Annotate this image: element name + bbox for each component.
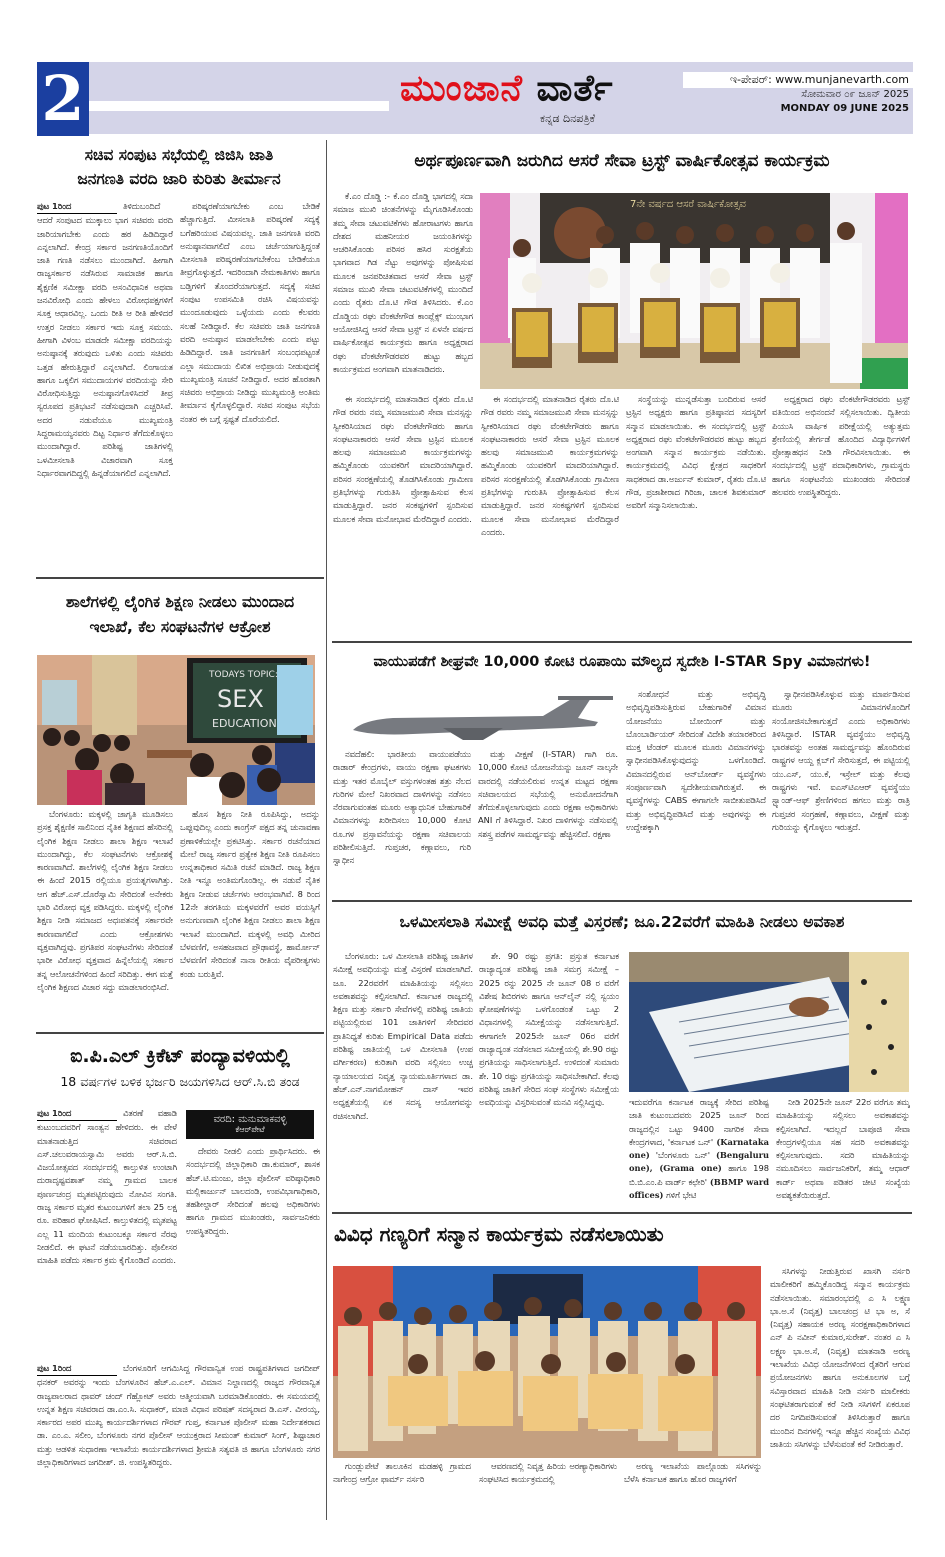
istar-col2-text: ಮತ್ತು ವೀಕ್ಷಣೆ (I-STAR) ಗಾಗಿ ರೂ. 10,000 ಕೋಟಿ ಯೋಜನೆಯನ್ನು ಜೂನ್ ನಾಲ್ಕನೇ ವಾರದಲ್ಲಿ ನಡೆಯಲಿರುವ ಉನ್ನತ ಮಟ್ಟದ ರಕ್ಷಣಾ ಸಚಿವಾಲಯದ ಸಭೆಯಲ್ಲಿ ಅನುಮೋದನೆಗಾಗಿ ತೆಗೆದುಕೊಳ್ಳಲಾಗುವುದು ಎಂದು ರಕ್ಷಣಾ ಅಧಿಕಾರಿಗಳು ANI ಗೆ ತಿಳಿಸಿದ್ದಾರೆ. ನಿಖರ ದಾಳಿಗಳನ್ನು ನಡೆಸುವಲ್ಲಿ ಸಶಸ್ತ್ರ ಪಡೆಗಳ ಸಾಮರ್ಥ್ಯವನ್ನು ಹೆಚ್ಚಿಸಲಿದೆ. ರಕ್ಷಣಾ xyxy=(478,749,618,839)
logo-word-2: ವಾರ್ತೆ xyxy=(536,68,614,109)
epaper-link[interactable]: ಇ-ಪೇಪರ್: www.munjanevarth.com xyxy=(683,72,913,88)
felicitation-cap-2 xyxy=(479,1460,617,1490)
section-divider xyxy=(332,1212,912,1214)
section-divider xyxy=(332,900,912,902)
reservation-col3-text: ಇದುವರೆಗೂ ಕರ್ನಾಟಕ ರಾಜ್ಯಕ್ಕೆ ಸೇರಿದ ಪರಿಶಿಷ್ಟ ಜಾತಿ ಕುಟುಂಬದವರು 2025 ಜೂನ್ ರಿಂದ ರಾಜ್ಯದಲ್ಲಿನ ಒಟ್ಟು 9400 ನಾಗರಿಕ ಸೇವಾ ಕೇಂದ್ರಗಳಾದ, 'ಕರ್ನಾಟಕ ಒನ್' xyxy=(629,1097,769,1147)
felicitation-cap-3 xyxy=(624,1460,762,1490)
section-divider xyxy=(332,641,912,643)
ipl-bottom xyxy=(37,1362,320,1472)
school-col-1 xyxy=(37,808,173,1003)
cabinet-col-2 xyxy=(180,200,320,570)
byline-reporter: ವರದಿ: ಮನುಮಾಕವಳ್ಳಿ xyxy=(213,1114,287,1125)
trust-col-left xyxy=(333,190,473,390)
trust-col2-text: ಈ ಸಂದರ್ಭದಲ್ಲಿ ಮಾತನಾಡಿದ ರೈತರು ದೊ.ಟಿ ಗೌಡ ರವರು ನಮ್ಮ ಸಮಾಜಮುಖಿ ಸೇವಾ ಮನಸ್ಸನ್ನು ಸ್ವೀಕರಿಸಿಯಾದ ರಘು ವೆಂಕಟೇಗೌಡರು ಹಾಗೂ ಸಂಘಟನಾಕಾರರು ಆಸರೆ ಸೇವಾ ಟ್ರಸ್ಟಿನ ಮೂಲಕ ಹಲವು ಸಮಾಜಮುಖಿ ಕಾರ್ಯಕ್ರಮಗಳನ್ನು ಹಮ್ಮಿಕೊಂಡು ಯುವಕರಿಗೆ ಮಾದರಿಯಾಗಿದ್ದಾರೆ. ಪರಿಸರ ಸಂರಕ್ಷಣೆಯಲ್ಲಿ ತೊಡಗಿಸಿಕೊಂಡು ಗ್ರಾಮೀಣ ಪ್ರತಿಭೆಗಳನ್ನು ಗುರುತಿಸಿ ಪ್ರೋತ್ಸಾಹಿಸುವ ಕೆಲಸ ಮಾಡುತ್ತಿದ್ದಾರೆ. ಜನರ ಸಂಕಷ್ಟಗಳಿಗೆ ಸ್ಪಂದಿಸುವ ಮೂಲಕ ಸೇವಾ ಮನೋಭಾವ ಮೆರೆದಿದ್ದಾರೆ ಎಂದರು. xyxy=(481,394,619,537)
istar-col-2 xyxy=(478,748,618,896)
ipl-col1-text: ವಿತರಣೆ ವಹಾಡಿ ಕುಟುಂಬದವರಿಗೆ ಸಾಂತ್ವನ ಹೇಳಿದರು. ಈ ವೇಳೆ ಮಾತನಾಡುತ್ತಿದ ಸಚಿವರಾದ ಎಸ್.ಚಲುವರಾಯಸ್ವಾಮಿ ಅವರು ಆರ್.ಸಿ.ಬಿ. ವಿಜಯೋತ್ಸವದ ಸಂದರ್ಭದಲ್ಲಿ ಕಾಲ್ತುಳಿತ ಉಂಟಾಗಿ ದುರಾದೃಷ್ಟವಶಾತ್ ನಮ್ಮ ಗ್ರಾಮದ ಬಾಲಕ ಪೂರ್ಣಚಂದ್ರ ಮೃತಪಟ್ಟಿರುವುದು ನೋವಿನ ಸಂಗತಿ. ರಾಜ್ಯ ಸರ್ಕಾರ ಮೃತರ ಕುಟುಂಬಗಳಿಗೆ ತಲಾ 25 ಲಕ್ಷ ರೂ. ಪರಿಹಾರ ಘೋಷಿಸಿದೆ. ಕಾಲ್ತುಳಿತದಲ್ಲಿ ಮೃತಪಟ್ಟ ಎಲ್ಲ 11 ಮಂದಿಯ ಕುಟುಂಬಕ್ಕೂ ಸರ್ಕಾರ ನೆರವು ನೀಡಲಿದೆ. ಈ ಘಟನೆ ನಡೆಯಬಾರದಿತ್ತು. ಪೊಲೀಸರ ಮಾಹಿತಿ ಪಡೆದು ಸರ್ಕಾರ ಕ್ರಮ ಕೈಗೊಂಡಿದೆ ಎಂದರು. xyxy=(37,1108,177,1266)
section-divider xyxy=(36,1032,324,1034)
trust-event-illustration xyxy=(480,193,908,389)
masthead-stripe xyxy=(89,101,389,111)
felicitation-headline: ವಿವಿಧ ಗಣ್ಯರಿಗೆ ಸನ್ಮಾನ ಕಾರ್ಯಕ್ರಮ ನಡೆಸಲಾಯಿತು xyxy=(334,1222,664,1246)
page-number-badge: 2 xyxy=(37,62,89,136)
karnataka-one-label: (Karnataka one) xyxy=(629,1136,769,1161)
classroom-photo xyxy=(37,655,315,805)
trust-col1-text: ಈ ಸಂದರ್ಭದಲ್ಲಿ ಮಾತನಾಡಿದ ರೈತರು ದೊ.ಟಿ ಗೌಡ ರವರು ನಮ್ಮ ಸಮಾಜಮುಖಿ ಸೇವಾ ಮನಸ್ಸನ್ನು ಸ್ವೀಕರಿಸಿಯಾದ ರಘು ವೆಂಕಟೇಗೌಡರು ಹಾಗೂ ಸಂಘಟನಾಕಾರರು ಆಸರೆ ಸೇವಾ ಟ್ರಸ್ಟಿನ ಮೂಲಕ ಹಲವು ಸಮಾಜಮುಖಿ ಕಾರ್ಯಕ್ರಮಗಳನ್ನು ಹಮ್ಮಿಕೊಂಡು ಯುವಕರಿಗೆ ಮಾದರಿಯಾಗಿದ್ದಾರೆ. ಪರಿಸರ ಸಂರಕ್ಷಣೆಯಲ್ಲಿ ತೊಡಗಿಸಿಕೊಂಡು ಗ್ರಾಮೀಣ ಪ್ರತಿಭೆಗಳನ್ನು ಗುರುತಿಸಿ ಪ್ರೋತ್ಸಾಹಿಸುವ ಕೆಲಸ ಮಾಡುತ್ತಿದ್ದಾರೆ. ಜನರ ಸಂಕಷ್ಟಗಳಿಗೆ ಸ್ಪಂದಿಸುವ ಮೂಲಕ ಸೇವಾ ಮನೋಭಾವ ಮೆರೆದಿದ್ದಾರೆ ಎಂದರು. xyxy=(333,394,473,524)
trust-left-text: ಕೆ.ಎಂ ದೊಡ್ಡಿ :- ಕೆ.ಎಂ ದೊಡ್ಡಿ ಭಾಗದಲ್ಲಿ ಸದಾ ಸಮಾಜ ಮುಖಿ ಚಿಂತನೆಗಳನ್ನು ಮೈಗೂಡಿಸಿಕೊಂಡು ತಮ್ಮ ಸೇವಾ ಚಟುವಟಿಕೆಗಳು ಹೋರಾಟಗಳು ಹಾಗೂ ದೇಶದ ಮಹನೀಯರ ಜಯಂತಿಗಳನ್ನು ಆಚರಿಸಿಕೊಂಡು ಪರಿಸರ ಹಸಿರ ಸುರಕ್ಷತೆಯ ಭಾಗವಾದ ಗಿಡ ನೆಟ್ಟು ಅವುಗಳನ್ನು ಪೋಷಿಸುವ ಮೂಲಕ ಜನಪರಿಚಿತವಾದ ಆಸರೆ ಸೇವಾ ಟ್ರಸ್ಟ್ ಸಮಾಜ ಮುಖಿ ಸೇವಾ ಚಟುವಟಿಕೆಗಳಲ್ಲಿ ಮುಂದಿದೆ ಎಂದು ರೈತರು ದೊ.ಟಿ ಗೌಡ ತಿಳಿಸಿದರು. ಕೆ.ಎಂ ದೊಡ್ಡಿಯ ರಘು ವೆಂಕಟೇಗೌಡ ಕಾಂಪ್ಲೆಕ್ಸ್ ಮುಂಭಾಗ ಆಯೋಜಿಸಿದ್ದ ಆಸರೆ ಸೇವಾ ಟ್ರಸ್ಟ್ ನ ಏಳನೇ ವರ್ಷದ ವಾರ್ಷಿಕೋತ್ಸವ ಕಾರ್ಯಕ್ರಮ ಹಾಗೂ ಅಧ್ಯಕ್ಷರಾದ ರಘು ವೆಂಕಟೇಗೌಡರವರ ಹುಟ್ಟು ಹಬ್ಬದ ಕಾರ್ಯಕ್ರಮದ ಅಂಗವಾಗಿ ಮಾತನಾಡಿದರು. xyxy=(333,191,473,374)
ipl-bottom-text: ಬೆಂಗಳೂರಿಗೆ ಆಗಮಿಸಿದ್ದ ಗೌರವಾನ್ವಿತ ಉಪ ರಾಷ್ಟ್ರಪತಿಗಳಾದ ಜಗದೀಪ್ ಧನಕರ್ ಅವರನ್ನು ಇಂದು ಬೆಂಗಳೂರಿನ ಹೆಚ್.ಎ.ಎಲ್. ವಿಮಾನ ನಿಲ್ದಾಣದಲ್ಲಿ ರಾಜ್ಯದ ಗೌರವಾನ್ವಿತ ರಾಜ್ಯಪಾಲರಾದ ಥಾವರ್ ಚಂದ್ ಗೆಹ್ಲೋಟ್ ಅವರು ಆತ್ಮೀಯವಾಗಿ ಬರಮಾಡಿಕೊಂಡರು. ಈ ಸಮಯದಲ್ಲಿ ಉನ್ನತ ಶಿಕ್ಷಣ ಸಚಿವರಾದ ಡಾ.ಎಂ.ಸಿ. ಸುಧಾಕರ್, ಮಾಜಿ ವಿಧಾನ ಪರಿಷತ್ ಸದಸ್ಯರಾದ ಡಿ.ಎಸ್. ವೀರಯ್ಯ, ಸರ್ಕಾರದ ಅಪರ ಮುಖ್ಯ ಕಾರ್ಯದರ್ಶಿಗಳಾದ ಗೌರವ್ ಗುಪ್ತ, ಕರ್ನಾಟಕ ಪೊಲೀಸ್ ಮಹಾ ನಿರ್ದೇಶಕರಾದ ಡಾ. ಎಂ.ಎ. ಸಲೀಂ, ಬೆಂಗಳೂರು ನಗರ ಪೊಲೀಸ್ ಆಯುಕ್ತರಾದ ಸೀಮಂತ್ ಕುಮಾರ್ ಸಿಂಗ್, ಶಿಷ್ಟಾಚಾರ ಮತ್ತು ಆಡಳಿತ ಸುಧಾರಣಾ ಇಲಾಖೆಯ ಕಾರ್ಯದರ್ಶಿಗಳಾದ ಶ್ರೀಮತಿ ಸತ್ಯವತಿ ಜಿ ಹಾಗೂ ಬೆಂಗಳೂರು ನಗರ ಜಿಲ್ಲಾಧಿಕಾರಿಗಳಾದ ಜಗದೀಶ್. ಜಿ. ಉಪಸ್ಥಿತರಿದ್ದರು. xyxy=(37,1363,320,1468)
visit-text: ಗಳಿಗೆ ಭೇಟಿ xyxy=(666,1190,697,1201)
ipl-col-1 xyxy=(37,1107,177,1355)
trust-headline: ಅರ್ಥಪೂರ್ಣವಾಗಿ ಜರುಗಿದ ಆಸರೆ ಸೇವಾ ಟ್ರಸ್ಟ್ ವಾರ್ಷಿಕೋತ್ಸವ ಕಾರ್ಯಕ್ರಮ xyxy=(414,151,830,171)
bbmp-ward-label: (BBMP ward offices) xyxy=(629,1176,769,1201)
continued-from-label: ಪುಟ 1ರಿಂದ xyxy=(37,1362,117,1376)
felicitation-cap1-text: ಗುಂಡ್ಲುಪೇಟೆ ತಾಲೂಕಿನ ಮಡಹಳ್ಳಿ ಗ್ರಾಮದ ನಾಗೇಂದ್ರ ಆಗ್ರೋ ಫಾರ್ಮ್ ನರ್ಸರಿ xyxy=(333,1461,471,1485)
istar-headline: ವಾಯುಪಡೆಗೆ ಶೀಘ್ರವೇ 10,000 ಕೋಟಿ ರೂಪಾಯಿ ಮೌಲ್ಯದ ಸ್ವದೇಶಿ I-STAR Spy ವಿಮಾನಗಳು! xyxy=(373,654,871,670)
ipl-headline: ಐ.ಪಿ.ಎಲ್ ಕ್ರಿಕೆಟ್ ಪಂದ್ಯಾವಳಿಯಲ್ಲಿ xyxy=(70,1045,290,1067)
date-english: MONDAY 09 JUNE 2025 xyxy=(780,103,909,114)
byline-box xyxy=(186,1110,314,1139)
istar-col4-text: ಸ್ವಾಧೀನಪಡಿಸಿಕೊಳ್ಳುವ ಮತ್ತು ಮಾರ್ಪಡಿಸುವ ಮೂರು ವಿಮಾನಗಳೊಂದಿಗೆ ಸಂಯೋಜಿಸಬೇಕಾಗುತ್ತದೆ ಎಂದು ಅಧಿಕಾರಿಗಳು ತಿಳಿಸಿದ್ದಾರೆ. ISTAR ವ್ಯವಸ್ಥೆಯು ಅಭಿವೃದ್ಧಿ ಭಾರತವನ್ನು ಅಂತಹ ಸಾಮರ್ಥ್ಯವನ್ನು ಹೊಂದಿರುವ ರಾಷ್ಟ್ರಗಳ ಆಯ್ದ ಕ್ಲಬ್‌ಗೆ ಸೇರಿಸುತ್ತದೆ, ಈ ಪಟ್ಟಿಯಲ್ಲಿ ಯು.ಎಸ್, ಯು.ಕೆ, ಇಸ್ರೇಲ್ ಮತ್ತು ಕೆಲವು ರಾಷ್ಟ್ರಗಳು ಇವೆ. ಐಎಸ್‌ಟಿಎಆರ್ ವ್ಯವಸ್ಥೆಯು ಸ್ಟ್ಯಾಂಡ್-ಆಫ್ ಶ್ರೇಣಿಗಳಿಂದ ಹಗಲು ಮತ್ತು ರಾತ್ರಿ ಗುಪ್ತಚರ ಸಂಗ್ರಹಣೆ, ಕಣ್ಗಾವಲು, ವೀಕ್ಷಣೆ ಮತ್ತು ಗುರಿಯನ್ನು ಕೈಗೊಳ್ಳಲು ಇರುತ್ತದೆ. xyxy=(772,689,910,832)
trust-col-3 xyxy=(626,393,766,628)
classroom-illustration xyxy=(37,655,315,805)
reservation-col2-text: ಶೇ. 90 ರಷ್ಟು ಪ್ರಗತಿ: ಪ್ರಸ್ತುತ ಕರ್ನಾಟಕ ರಾಜ್ಯಾದ್ಯಂತ ಪರಿಶಿಷ್ಟ ಜಾತಿ ಸಮಗ್ರ ಸಮೀಕ್ಷೆ – 2025 ರನ್ನು 2025 ನೇ ಜೂನ್ 08 ರ ವರೆಗೆ ವಿಶೇಷ ಶಿಬಿರಗಳು ಹಾಗೂ ಆನ್‌ಲೈನ್ ನಲ್ಲಿ ಸ್ವಯಂ ಘೋಷಣೆಗಳನ್ನು ಒಳಗೊಂಡಂತೆ ಒಟ್ಟು 2 ವಿಧಾನಗಳಲ್ಲಿ ಸಮೀಕ್ಷೆಯನ್ನು ನಡೆಸಲಾಗುತ್ತಿದೆ. ಈಗಾಗಲೇ 2025ನೇ ಜೂನ್ 06ರ ವರೆಗೆ ರಾಜ್ಯಾದ್ಯಂತ ನಡೆಸಲಾದ ಸಮೀಕ್ಷೆಯಲ್ಲಿ ಶೇ.90 ರಷ್ಟು ಪ್ರಗತಿಯನ್ನು ಸಾಧಿಸಲಾಗುತ್ತಿದೆ. ಉಳಿದಂತೆ ಸುಮಾರು ಶೇ. 10 ರಷ್ಟು ಪ್ರಗತಿಯನ್ನು ಸಾಧಿಸಬೇಕಾಗಿದೆ. ಕೆಲವು ಪರಿಶಿಷ್ಟ ಜಾತಿಗೆ ಸೇರಿದ ಸಂಘ ಸಂಸ್ಥೆಗಳು ಸಮೀಕ್ಷೆಯ ಅವಧಿಯನ್ನು ವಿಸ್ತರಿಸುವಂತೆ ಮನವಿ ಸಲ್ಲಿಸಿದ್ದವು. xyxy=(479,951,619,1108)
felicitation-col-right xyxy=(770,1265,910,1495)
felicitation-cap3-text: ಅರಣ್ಯ ಇಲಾಖೆಯ ಪಾಲ್ಗೊಂಡು ಸಸಿಗಳನ್ನು ಬೆಳೆಸಿ ಕರ್ನಾಟಕ ಹಾಗೂ ಹೊರ ರಾಜ್ಯಗಳಿಗೆ xyxy=(624,1461,762,1485)
istar-col-1 xyxy=(333,748,471,896)
board-text-3: EDUCATION xyxy=(212,717,277,730)
aircraft-illustration xyxy=(333,688,618,743)
board-text-1: TODAYS TOPIC: xyxy=(209,670,278,680)
byline-place: ಕೆಆರ್‌ಪೇಟೆ xyxy=(235,1125,265,1134)
school-col-2 xyxy=(180,808,320,1003)
trust-col3-text: ಸಂಸ್ಥೆಯನ್ನು ಮುನ್ನಡೆಸುತ್ತಾ ಬಂದಿರುವ ಆಸರೆ ಟ್ರಸ್ಟಿನ ಅಧ್ಯಕ್ಷರು ಹಾಗೂ ಪ್ರತಿಷ್ಠಾನದ ಸದಸ್ಯರಿಗೆ ಸನ್ಮಾನ ಮಾಡಲಾಯಿತು. ಈ ಸಂದರ್ಭದಲ್ಲಿ ಟ್ರಸ್ಟ್ ಅಧ್ಯಕ್ಷರಾದ ರಘು ವೆಂಕಟೇಗೌಡರವರ ಹುಟ್ಟು ಹಬ್ಬದ ಅಂಗವಾಗಿ ಸನ್ಮಾನ ಕಾರ್ಯಕ್ರಮ ನಡೆಯಿತು. ಕಾರ್ಯಕ್ರಮದಲ್ಲಿ ವಿವಿಧ ಕ್ಷೇತ್ರದ ಸಾಧಕರಿಗೆ ಸಾಧಕರಾದ ಡಾ.ಅರ್ಜುನ್ ಕುಮಾರ್, ರೈತರು ದೊ.ಟಿ ಗೌಡ, ಪ್ರಜಾಶೀರಾದ ಗಿರಿಜಾ, ಚಾಲಕ ಶಿವಕುಮಾರ್ ಅವರಿಗೆ ಸನ್ಮಾನಿಸಲಾಯಿತು. xyxy=(626,394,766,511)
column-divider xyxy=(326,140,327,1520)
ipl-col2-text: ದೇವರು ನೀಡಲಿ ಎಂದು ಪ್ರಾರ್ಥಿಸಿದರು. ಈ ಸಂದರ್ಭದಲ್ಲಿ ಜಿಲ್ಲಾಧಿಕಾರಿ ಡಾ.ಕುಮಾರ್, ಶಾಸಕ ಹೆಚ್.ಟಿ.ಮಂಜು, ಜಿಲ್ಲಾ ಪೊಲೀಸ್ ವರಿಷ್ಠಾಧಿಕಾರಿ ಮಲ್ಲಿಕಾರ್ಜುನ್ ಬಾಲದಂಡಿ, ಉಪವಿಭಾಗಾಧಿಕಾರಿ, ತಹಶೀಲ್ದಾರ್ ಸೇರಿದಂತೆ ಹಲವು ಅಧಿಕಾರಿಗಳು ಹಾಗೂ ಗ್ರಾಮದ ಮುಖಂಡರು, ಸಾರ್ವಜನಿಕರು ಉಪಸ್ಥಿತರಿದ್ದರು. xyxy=(186,1146,320,1236)
cabinet-headline xyxy=(36,143,322,191)
school-headline-line1: ಶಾಲೆಗಳಲ್ಲಿ ಲೈಂಗಿಕ ಶಿಕ್ಷಣ ನೀಡಲು ಮುಂದಾದ xyxy=(65,593,295,611)
cabinet-headline-line2: ಜನಗಣತಿ ವರದಿ ಜಾರಿ ಕುರಿತು ತೀರ್ಮಾನ xyxy=(77,170,281,188)
cabinet-headline-line1: ಸಚಿವ ಸಂಪುಟ ಸಭೆಯಲ್ಲಿ ಜಿಜಿಸಿ ಜಾತಿ xyxy=(84,146,274,164)
felicitation-photo xyxy=(333,1266,761,1458)
istar-col-4 xyxy=(772,688,910,896)
felicitation-cap-1 xyxy=(333,1460,471,1490)
reservation-col-4 xyxy=(776,1096,910,1204)
school-headline-line2: ಇಲಾಖೆ, ಕೆಲ ಸಂಘಟನೆಗಳ ಆಕ್ರೋಶ xyxy=(89,618,271,636)
newspaper-logo xyxy=(400,68,614,110)
school-col2-text: ಹೊಸ ಶಿಕ್ಷಣ ನೀತಿ ರೂಪಿಸಿದ್ದು, ಅದನ್ನು ಒಪ್ಪುವುದಿಲ್ಲ ಎಂದು ಕಾಂಗ್ರೆಸ್ ಪಕ್ಷದ ತನ್ನ ಚುನಾವಣಾ ಪ್ರಣಾಳಿಕೆಯಲ್ಲೇ ಪ್ರಕಟಿಸಿತ್ತು. ಸರ್ಕಾರ ರಚನೆಯಾದ ಮೇಲೆ ರಾಜ್ಯ ಸರ್ಕಾರ ಪ್ರತ್ಯೇಕ ಶಿಕ್ಷಣ ನೀತಿ ರೂಪಿಸಲು ಉನ್ನತಾಧಿಕಾರ ಸಮಿತಿ ರಚನೆ ಮಾಡಿದೆ. ರಾಜ್ಯ ಶಿಕ್ಷಣ ನೀತಿ ಇನ್ನೂ ಅಂತಿಮಗೊಂಡಿಲ್ಲ. ಈ ನಡುವೆ ನೈತಿಕ ಶಿಕ್ಷಣ ನೀಡುವ ಚರ್ಚೆಗಳು ಆರಂಭವಾಗಿವೆ. 8 ರಿಂದ 12ನೇ ತರಗತಿಯ ಮಕ್ಕಳವರೆಗೆ ಅವರ ವಯಸ್ಸಿಗೆ ಅನುಗುಣವಾಗಿ ಲೈಂಗಿಕ ಶಿಕ್ಷಣ ನೀಡಲು ಶಾಲಾ ಶಿಕ್ಷಣ ಇಲಾಖೆ ಮುಂದಾಗಿದೆ. ಮಕ್ಕಳಲ್ಲಿ ಅವಧಿ ಮೀರಿದ ಬೆಳವಣಿಗೆ, ಅಸಹಜವಾದ ಪ್ರೌಢಾವಸ್ಥೆ, ಹಾರ್ಮೋನ್ ಬೆಳವಣಿಗೆ ಸೇರಿದಂತೆ ನಾನಾ ರೀತಿಯ ವೈಪರೀತ್ಯಗಳು ಕಂಡು ಬರುತ್ತಿವೆ. xyxy=(180,809,320,979)
tagline: ಕನ್ನಡ ದಿನಪತ್ರಿಕೆ xyxy=(540,112,596,125)
cabinet-col2-text: ಪರಿಷ್ಕರಣೆಯಾಗಬೇಕು ಎಂಬ ಬೇಡಿಕೆ ಹೆಚ್ಚಾಗುತ್ತಿದೆ. ಮೀಸಲಾತಿ ಪರಿಷ್ಕರಣೆ ಸದ್ಯಕ್ಕೆ ಬಗೆಹರಿಯುವ ವಿಷಯವಲ್ಲ. ಜಾತಿ ಜನಗಣತಿ ವರದಿ ಅನುಷ್ಠಾನವಾಗಲಿದೆ ಎಂಬ ಚರ್ಚೆಯಾಗುತ್ತಿದ್ದಂತೆ ಮೀಸಲಾತಿ ಪರಿಷ್ಕರಣೆಯಾಗಬೇಕೆಂಬ ಬೇಡಿಕೆಯೂ ತೀವ್ರಗೊಳ್ಳುತ್ತದೆ. ಇದರಿಂದಾಗಿ ನೇಮಕಾತಿಗಳು ಹಾಗೂ ಬಡ್ತಿಗಳಿಗೆ ತೊಂದರೆಯಾಗುತ್ತದೆ. ಸದ್ಯಕ್ಕೆ ಸಚಿವ ಸಂಪುಟ ಉಪಸಮಿತಿ ರಚಿಸಿ ವಿಷಯವನ್ನು ಮುಂದೂಡುವುದು ಒಳ್ಳೆಯದು ಎಂದು ಕೆಲವರು ಸಲಹೆ ನೀಡಿದ್ದಾರೆ. ಕೆಲ ಸಚಿವರು ಜಾತಿ ಜನಗಣತಿ ವರದಿ ಅನುಷ್ಠಾನ ಮಾಡಲೇಬೇಕು ಎಂದು ಪಟ್ಟು ಹಿಡಿದಿದ್ದಾರೆ. ಜಾತಿ ಜನಗಣತಿಗೆ ಸಂಬಂಧಪಟ್ಟಂತೆ ಎಲ್ಲಾ ಸಮುದಾಯ ಲಿಖಿತ ಅಭಿಪ್ರಾಯ ನೀಡುವುದಕ್ಕೆ ಮುಖ್ಯಮಂತ್ರಿ ಸೂಚನೆ ನೀಡಿದ್ದಾರೆ. ಅದರ ಹೊರತಾಗಿ ಸಚಿವರು ಅಭಿಪ್ರಾಯ ನೀಡಿದ್ದು ಮುಖ್ಯಮಂತ್ರಿ ಅಂತಿಮ ತೀರ್ಮಾನ ಕೈಗೊಳ್ಳಲಿದ್ದಾರೆ. ಸಚಿವ ಸಂಪುಟ ಸಭೆಯ ನಂತರ ಈ ಬಗ್ಗೆ ಸ್ಪಷ್ಟತೆ ದೊರೆಯಲಿದೆ. xyxy=(180,201,320,424)
felicitation-cap2-text: ಆವರಣದಲ್ಲಿ ನಿವೃತ್ತ ಹಿರಿಯ ಅರಣ್ಯಾಧಿಕಾರಿಗಳು ಸಂಘಟಿಸಿದ ಕಾರ್ಯಕ್ರಮದಲ್ಲಿ xyxy=(479,1461,617,1485)
istar-col-3 xyxy=(626,688,766,896)
felicitation-right-text: ಸಸಿಗಳನ್ನು ನೀಡುತ್ತಿರುವ ಖಾಸಗಿ ನರ್ಸರಿ ಮಾಲೀಕರಿಗೆ ಹಮ್ಮಿಕೊಂಡಿದ್ದ ಸನ್ಮಾನ ಕಾರ್ಯಕ್ರಮ ನಡೆಸಲಾಯಿತು. ಸಮಾರಂಭದಲ್ಲಿ ಎ ಸಿ ಲಕ್ಷ್ಮಣ ಭಾ.ಅ.ಸೆ (ನಿವೃತ್ತ) ಬಾಲಚಂದ್ರ ಟಿ ಭಾ ಅ, ಸೆ (ನಿವೃತ್ತ) ಸಹಾಯಕ ಅರಣ್ಯ ಸಂರಕ್ಷಣಾಧಿಕಾರಿಗಳಾದ ಎನ್ ಪಿ ನವೀನ್ ಕುಮಾರ,ಸುರೇಶ್. ನಂತರ ಎ ಸಿ ಲಕ್ಷ್ಮಣ ಭಾ.ಅ.ಸೆ, (ನಿವೃತ್ತ) ಮಾತನಾಡಿ ಅರಣ್ಯ ಇಲಾಖೆಯ ವಿವಿಧ ಯೋಜನೆಗಳಿಂದ ರೈತರಿಗೆ ಆಗುವ ಪ್ರಯೋಜನಗಳು ಹಾಗೂ ಅನುಕೂಲಗಳ ಬಗ್ಗೆ ಸವಿಸ್ತಾರವಾದ ಮಾಹಿತಿ ನೀಡಿ ನರ್ಸರಿ ಮಾಲೀಕರು ಸಂಘಟಿತರಾಗುವಂತೆ ಕರೆ ನೀಡಿ ಸಸಿಗಳಿಗೆ ಏಕರೂಪ ದರ ನಿಗದಿಪಡಿಸುವಂತೆ ತಿಳಿಸಿರುತ್ತಾರೆ ಹಾಗೂ ಮುಂದಿನ ದಿನಗಳಲ್ಲಿ ಇನ್ನೂ ಹೆಚ್ಚಿನ ಸಂಖ್ಯೆಯ ವಿವಿಧ ಜಾತಿಯ ಸಸಿಗಳನ್ನು ಬೆಳೆಸುವಂತೆ ಕರೆ ನೀಡಿರುತ್ತಾರೆ. xyxy=(770,1266,910,1449)
reservation-col1-text: ಬೆಂಗಳೂರು: ಒಳ ಮೀಸಲಾತಿ ಪರಿಶಿಷ್ಟ ಜಾತಿಗಳ ಸಮೀಕ್ಷೆ ಅವಧಿಯನ್ನು ಮತ್ತೆ ವಿಸ್ತರಣೆ ಮಾಡಲಾಗಿದೆ. ಜೂ. 22ರವರೆಗೆ ಮಾಹಿತಿಯನ್ನು ಸಲ್ಲಿಸಲು ಅವಕಾಶವನ್ನು ಕಲ್ಪಿಸಲಾಗಿದೆ. ಕರ್ನಾಟಕ ರಾಜ್ಯದಲ್ಲಿ ಶಿಕ್ಷಣ ಮತ್ತು ಸರ್ಕಾರಿ ಸೇವೆಗಳಲ್ಲಿ ಪರಿಶಿಷ್ಟ ಜಾತಿಯ ಪಟ್ಟಿಯಲ್ಲಿರುವ 101 ಜಾತಿಗಳಿಗೆ ಸೇರಿದವರ ಪ್ರಾತಿನಿಧ್ಯತೆ ಕುರಿತು Empirical Data ಪಡೆದು ಪರಿಶಿಷ್ಟ ಜಾತಿಯಲ್ಲಿ ಒಳ ಮೀಸಲಾತಿ (ಉಪ ವರ್ಗೀಕರಣ) ಕುರಿತಾಗಿ ವರದಿ ಸಲ್ಲಿಸಲು ಉಚ್ಚ ನ್ಯಾಯಾಲಯದ ನಿವೃತ್ತ ನ್ಯಾಯಮೂರ್ತಿಗಳಾದ ಡಾ. ಹೆಚ್.ಎನ್.ನಾಗಮೋಹನ್ ದಾಸ್ ಇವರ ಅಧ್ಯಕ್ಷತೆಯಲ್ಲಿ ಏಕ ಸದಸ್ಯ ಆಯೋಗವನ್ನು ರಚಿಸಲಾಗಿದೆ. xyxy=(333,951,473,1121)
school-headline xyxy=(36,590,324,640)
continued-from-label: ಪುಟ 1ರಿಂದ xyxy=(37,200,117,214)
logo-word-1: ಮುಂಜಾನೆ xyxy=(400,68,523,109)
trust-col-4 xyxy=(772,393,910,628)
date-kannada: ಸೋಮವಾರ ೦೯ ಜೂನ್ 2025 xyxy=(801,89,909,100)
continued-from-label: ಪುಟ 1ರಿಂದ xyxy=(37,1107,117,1121)
aircraft-photo xyxy=(333,688,618,743)
cabinet-col-1 xyxy=(37,200,173,570)
trust-col-1 xyxy=(333,393,473,628)
reservation-col4-text: ನೀಡಿ 2025ನೇ ಜೂನ್ 22ರ ವರೆಗೂ ತಮ್ಮ ಮಾಹಿತಿಯನ್ನು ಸಲ್ಲಿಸಲು ಅವಕಾಶವನ್ನು ಕಲ್ಪಿಸಲಾಗಿದೆ. ಇದಲ್ಲದೆ ಬಾಪೂಜಿ ಸೇವಾ ಕೇಂದ್ರಗಳಲ್ಲಿಯೂ ಸಹ ಸದರಿ ಅವಕಾಶವನ್ನು ಕಲ್ಪಿಸಲಾಗುವುದು. ಸದರಿ ಮಾಹಿತಿಯನ್ನು ನಮೂದಿಸಲು ಸಾರ್ವಜನಿಕರಿಗೆ, ತಮ್ಮ ಆಧಾರ್ ಕಾರ್ಡ್ ಅಥವಾ ಪಡಿತರ ಚೀಟಿ ಸಂಖ್ಯೆಯ ಅವಶ್ಯಕತೆಯಿರುತ್ತದೆ. xyxy=(776,1097,910,1201)
survey-photo xyxy=(629,952,909,1092)
felicitation-illustration xyxy=(333,1266,761,1458)
istar-col1-text: ನವದೆಹಲಿ: ಭಾರತೀಯ ವಾಯುಪಡೆಯು ರಾಡಾರ್ ಕೇಂದ್ರಗಳು, ವಾಯು ರಕ್ಷಣಾ ಘಟಕಗಳು ಮತ್ತು ಇತರ ಮೊಬೈಲ್ ವಸ್ತುಗಳಂತಹ ಶತ್ರು ನೆಲದ ಗುರಿಗಳ ಮೇಲೆ ನಿಖರವಾದ ದಾಳಿಗಳನ್ನು ನಡೆಸಲು ನೆರವಾಗುವಂತಹ ಮೂರು ಅತ್ಯಾಧುನಿಕ ಬೇಹುಗಾರಿಕೆ ವಿಮಾನಗಳನ್ನು ಖರೀದಿಸಲು 10,000 ಕೋಟಿ ರೂ.ಗಳ ಪ್ರಸ್ತಾವನೆಯನ್ನು ರಕ್ಷಣಾ ಸಚಿವಾಲಯ ಪರಿಶೀಲಿಸುತ್ತಿದೆ. ಗುಪ್ತಚರ, ಕಣ್ಗಾವಲು, ಗುರಿ ಸ್ವಾಧೀನ xyxy=(333,749,471,866)
trust-col4-text: ಅಧ್ಯಕ್ಷರಾದ ರಘು ವೆಂಕಟೇಗೌಡರವರು ಟ್ರಸ್ಟ್ ವತಿಯಿಂದ ಅಭಿನಂದನೆ ಸಲ್ಲಿಸಲಾಯಿತು. ದ್ವಿತೀಯ ಪಿಯುಸಿ ವಾರ್ಷಿಕ ಪರೀಕ್ಷೆಯಲ್ಲಿ ಅತ್ಯುತ್ತಮ ಶ್ರೇಣಿಯಲ್ಲಿ ತೇರ್ಗಡೆ ಹೊಂದಿದ ವಿದ್ಯಾರ್ಥಿಗಳಿಗೆ ಪ್ರೋತ್ಸಾಹಧನ ನೀಡಿ ಗೌರವಿಸಲಾಯಿತು. ಈ ಸಂದರ್ಭದಲ್ಲಿ ಟ್ರಸ್ಟ್ ಪದಾಧಿಕಾರಿಗಳು, ಗ್ರಾಮಸ್ಥರು ಹಾಗೂ ಸಂಘಟನೆಯ ಮುಖಂಡರು ಸೇರಿದಂತೆ ಹಲವರು ಉಪಸ್ಥಿತರಿದ್ದರು. xyxy=(772,394,910,498)
bbmp-kannada: ಹಾಗೂ 198 ಬಿ.ಬಿ.ಎಂ.ಪಿ ವಾರ್ಡ್ ಕಛೇರಿ' xyxy=(629,1163,769,1187)
banner-text: 7ನೇ ವರ್ಷದ ಆಸರೆ ವಾರ್ಷಿಕೋತ್ಸವ xyxy=(630,199,746,210)
board-text-2: SEX xyxy=(217,685,264,713)
bengaluru-one-kannada: 'ಬೆಂಗಳೂರು ಒನ್' xyxy=(655,1150,711,1161)
survey-illustration xyxy=(629,952,909,1092)
trust-col-2 xyxy=(481,393,619,628)
reservation-col-3 xyxy=(629,1096,769,1204)
bengaluru-grama-one-label: (Bengaluru one), (Grama one) xyxy=(629,1150,769,1174)
istar-col3-text: ಸಂಶೋಧನೆ ಮತ್ತು ಅಭಿವೃದ್ಧಿ ಅಭಿವೃದ್ಧಿಪಡಿಸುತ್ತಿರುವ ಬೇಹುಗಾರಿಕೆ ವಿಮಾನ ಯೋಜನೆಯು ಬೋಯಿಂಗ್ ಮತ್ತು ಬೊಂಬಾರ್ಡಿಯರ್ ಸೇರಿದಂತೆ ವಿದೇಶಿ ತಯಾರಕರಿಂದ ಮುಕ್ತ ಟೆಂಡರ್ ಮೂಲಕ ಮೂರು ವಿಮಾನಗಳನ್ನು ಸ್ವಾಧೀನಪಡಿಸಿಕೊಳ್ಳುವುದನ್ನು ಒಳಗೊಂಡಿದೆ. ವಿಮಾನದಲ್ಲಿರುವ ಆನ್‌ಬೋರ್ಡ್ ವ್ಯವಸ್ಥೆಗಳು ಸಂಪೂರ್ಣವಾಗಿ ಸ್ವದೇಶೀಯವಾಗಿರುತ್ತವೆ. ಈ ವ್ಯವಸ್ಥೆಗಳನ್ನು CABS ಈಗಾಗಲೇ ಸಾಬೀತುಪಡಿಸಿದೆ ಮತ್ತು ಅಭಿವೃದ್ಧಿಪಡಿಸಿದೆ ಮತ್ತು ಅವುಗಳನ್ನು ಈ ಉದ್ದೇಶಕ್ಕಾಗಿ xyxy=(626,689,766,832)
reservation-headline: ಒಳಮೀಸಲಾತಿ ಸಮೀಕ್ಷೆ ಅವಧಿ ಮತ್ತೆ ವಿಸ್ತರಣೆ; ಜೂ.22ವರೆಗೆ ಮಾಹಿತಿ ನೀಡಲು ಅವಕಾಶ xyxy=(399,913,845,931)
section-divider xyxy=(36,577,324,579)
reservation-col-1 xyxy=(333,950,473,1202)
ipl-col-2 xyxy=(186,1145,320,1355)
school-col1-text: ಬೆಂಗಳೂರು: ಮಕ್ಕಳಲ್ಲಿ ಜಾಗೃತಿ ಮೂಡಿಸಲು ಪ್ರಸಕ್ತ ಶೈಕ್ಷಣಿಕ ಸಾಲಿನಿಂದ ನೈತಿಕ ಶಿಕ್ಷಣದ ಹೆಸರಿನಲ್ಲಿ ಲೈಂಗಿಕ ಶಿಕ್ಷಣ ನೀಡಲು ಶಾಲಾ ಶಿಕ್ಷಣ ಇಲಾಖೆ ಮುಂದಾಗಿದ್ದು, ಕೆಲ ಸಂಘಟನೆಗಳು ಆಕ್ರೋಶಕ್ಕೆ ಕಾರಣವಾಗಿದೆ. ಶಾಲೆಗಳಲ್ಲಿ ಲೈಂಗಿಕ ಶಿಕ್ಷಣ ನೀಡಲು ಈ ಹಿಂದೆ 2015 ರಲ್ಲಿಯೂ ಪ್ರಯತ್ನಗಳಾಗಿತ್ತು. ಆಗ ಹೆಚ್.ಎಸ್.ದೊರೆಸ್ವಾಮಿ ಸೇರಿದಂತೆ ಅನೇಕರು ಭಾರಿ ವಿರೋಧ ವ್ಯಕ್ತ ಪಡಿಸಿದ್ದರು. ಮಕ್ಕಳಲ್ಲಿ ಲೈಂಗಿಕ ಶಿಕ್ಷಣ ನೀಡಿ ಸಮಾಜದ ಅಧಃಪತನಕ್ಕೆ ಸರ್ಕಾರವೇ ಕಾರಣವಾಗಲಿದೆ ಎಂದು ಆಕ್ರೋಶಗಳು ವ್ಯಕ್ತವಾಗಿದ್ದವು. ಪ್ರಗತಿಪರ ಸಂಘಟನೆಗಳು ಸೇರಿದಂತೆ ಭಾರೀ ವಿರೋಧ ವ್ಯಕ್ತವಾದ ಹಿನ್ನೆಲೆಯಲ್ಲಿ ಸರ್ಕಾರ ತನ್ನ ಆಲೋಚನೆಗಳಿಂದ ಹಿಂದೆ ಸರಿದಿತ್ತು. ಈಗ ಮತ್ತೆ ಲೈಂಗಿಕ ಶಿಕ್ಷಣದ ವಿಚಾರ ಸದ್ದು ಮಾಡಲಾರಂಭಿಸಿದೆ. xyxy=(37,809,173,992)
reservation-col-2 xyxy=(479,950,619,1202)
ipl-subheadline: 18 ವರ್ಷಗಳ ಬಳಿಕ ಭರ್ಜರಿ ಜಯಗಳಿಸಿದ ಆರ್.ಸಿ.ಬಿ ತಂಡ xyxy=(60,1074,300,1089)
cabinet-col1-text: ತಿಳಿದುಬಂದಿದೆ ಆದರೆ ಸಂಪುಟದ ಮುಕ್ಕಾಲು ಭಾಗ ಸಚಿವರು ವರದಿ ಜಾರಿಯಾಗಬೇಕು ಎಂದು ಹಠ ಹಿಡಿದಿದ್ದಾರೆ ಎನ್ನಲಾಗಿದೆ. ಕೇಂದ್ರ ಸರ್ಕಾರ ಜನಗಣತಿಯೊಂದಿಗೆ ಜಾತಿ ಗಣತಿ ನಡೆಸಲು ಮುಂದಾಗಿದೆ. ಹೀಗಾಗಿ ರಾಜ್ಯಸರ್ಕಾರ ನಡೆಸಿರುವ ಸಾಮಾಜಿಕ ಹಾಗೂ ಶೈಕ್ಷಣಿಕ ಸಮೀಕ್ಷಾ ವರದಿ ಅಸಂವಿಧಾನಿಕ ಅಥವಾ ಜನವಿರೋಧಿ ಎಂದು ಹೇಳಲು ವಿರೋಧಪಕ್ಷಗಳಿಗೆ ಸೂಕ್ತ ಆಧಾರವಿಲ್ಲ. ಒಂದು ರೀತಿ ಆ ರೀತಿ ಹೇಳಿದರೆ ಉತ್ತರ ನೀಡಲು ಸರ್ಕಾರ ಇದು ಸೂಕ್ತ ಸಮಯ. ಹೀಗಾಗಿ ವಿಳಂಬ ಮಾಡದೇ ಸಮೀಕ್ಷಾ ವರದಿಯನ್ನು ಅನುಷ್ಠಾನಕ್ಕೆ ತರುವುದು ಒಳಿತು ಎಂದು ಸಚಿವರು ಒತ್ತಡ ಹೇರುತ್ತಿದ್ದಾರೆ ಎನ್ನಲಾಗಿದೆ. ಲಿಂಗಾಯತ ಹಾಗೂ ಒಕ್ಕಲಿಗ ಸಮುದಾಯಗಳ ವರದಿಯನ್ನು ಸೇರಿ ವಿರೋಧಿಸುತ್ತಿದ್ದು ಅನುಷ್ಠಾನಗೊಳಿಸಿದರೆ ತೀವ್ರ ಸ್ವರೂಪದ ಪ್ರತಿಭಟನೆ ನಡೆಸುವುದಾಗಿ ಎಚ್ಚರಿಸಿವೆ. ಅದರ ನಡುವೆಯೂ ಮುಖ್ಯಮಂತ್ರಿ ಸಿದ್ದರಾಮಯ್ಯನವರು ದಿಟ್ಟ ನಿರ್ಧಾರ ತೆಗೆದುಕೊಳ್ಳಲು ಮುಂದಾಗಿದ್ದಾರೆ. ಪರಿಶಿಷ್ಟ ಜಾತಿಗಳಲ್ಲಿ ಒಳಮೀಸಲಾತಿ ವಿಚಾರವಾಗಿ ಸೂಕ್ತ ನಿರ್ಧಾರವಾಗದಿದ್ದಲ್ಲಿ ಹಿನ್ನಡೆಯಾಗಲಿದೆ ಎನ್ನಲಾಗಿದೆ. xyxy=(37,201,173,478)
trust-event-photo xyxy=(480,193,908,389)
